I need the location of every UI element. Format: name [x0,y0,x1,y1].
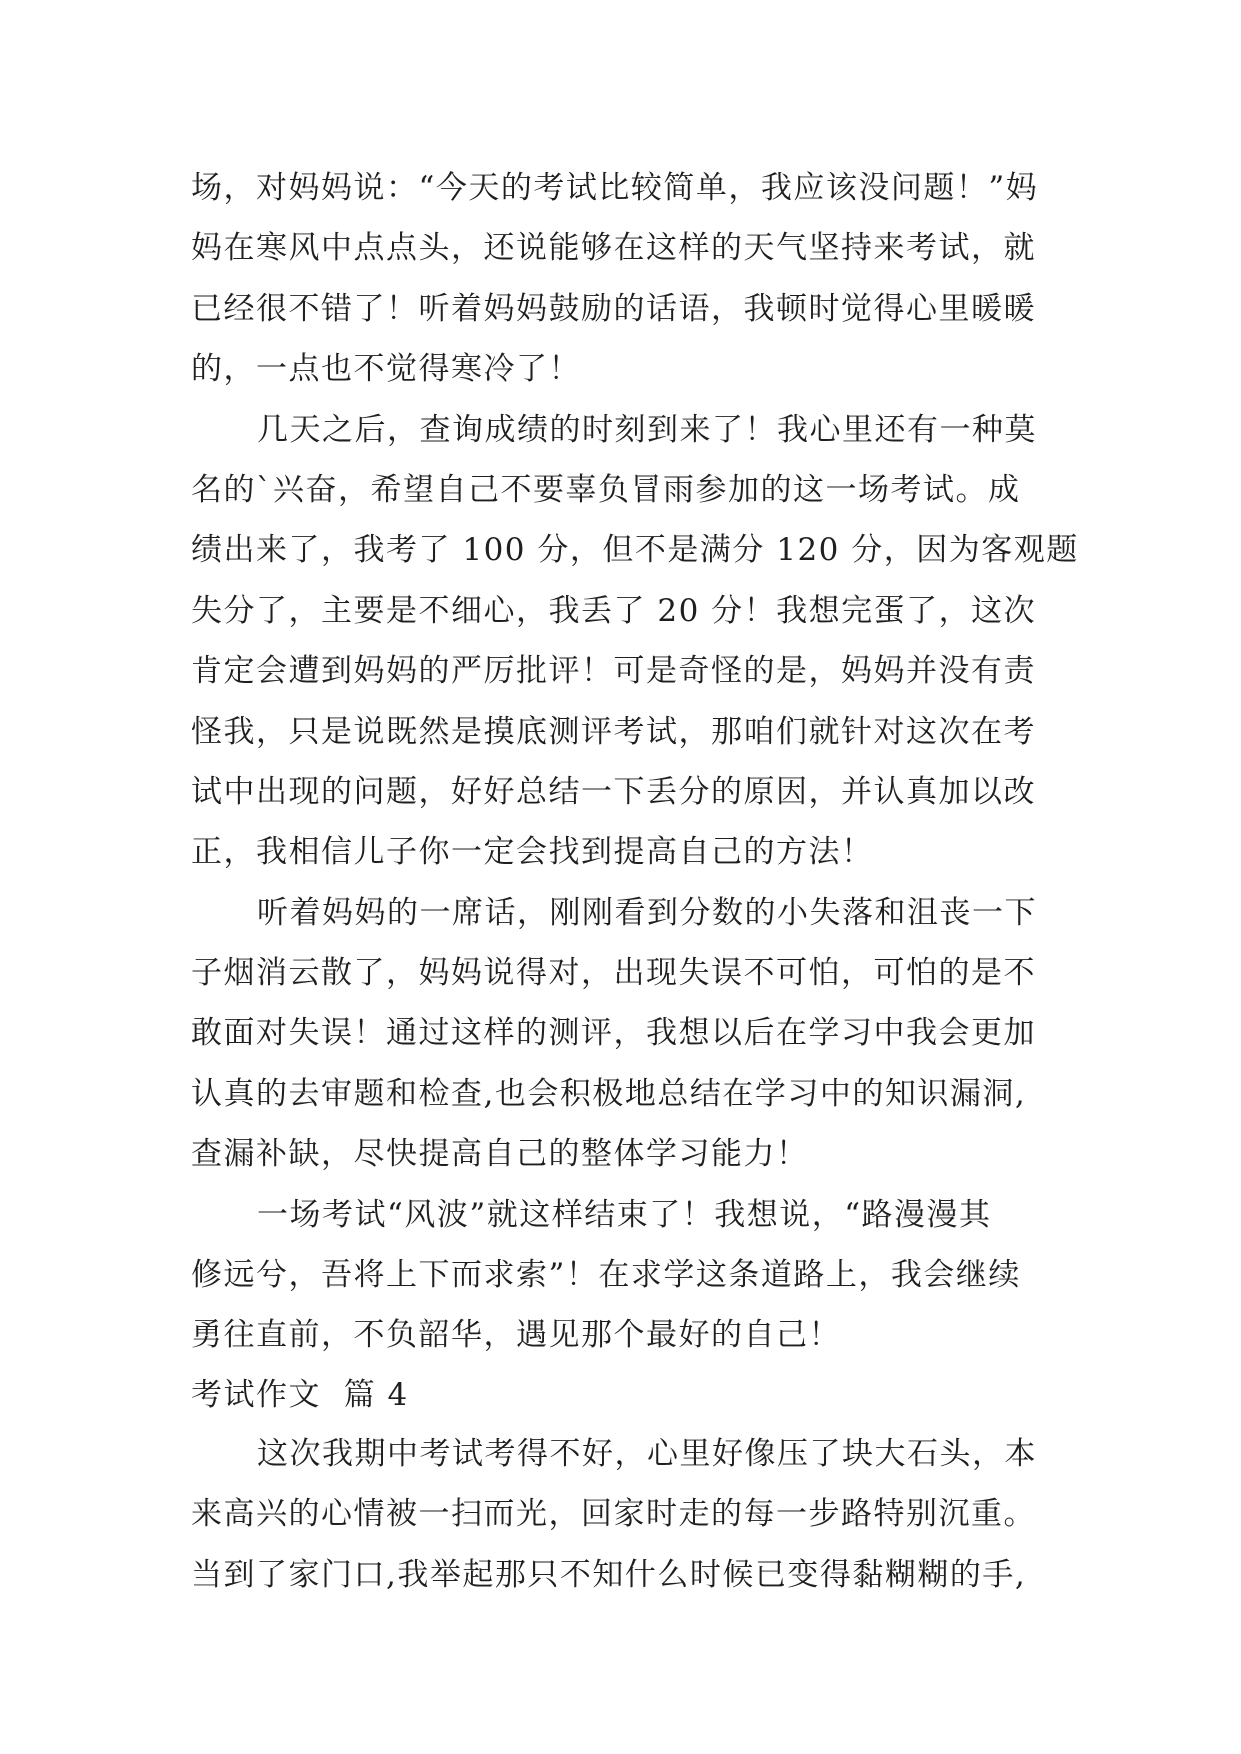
text-line: 肯定会遭到妈妈的严厉批评！可是奇怪的是，妈妈并没有责 [191,653,1036,690]
text-line: 几天之后，查询成绩的时刻到来了！我心里还有一种莫 [257,411,1037,448]
text-line: 敢面对失误！通过这样的测评，我想以后在学习中我会更加 [191,1015,1036,1052]
paragraph-conclusion [191,1185,1071,1366]
text-line: 妈在寒风中点点头，还说能够在这样的天气坚持来考试，就 [191,230,1036,267]
text-line: 试中出现的问题，好好总结一下丢分的原因，并认真加以改 [191,773,1036,810]
text-line: 子烟消云散了，妈妈说得对，出现失误不可怕，可怕的是不 [191,955,1036,992]
essay-body [191,158,1079,1605]
text-line: 这次我期中考试考得不好，心里好像压了块大石头，本 [257,1435,1037,1472]
paragraph-essay-4 [191,1424,1071,1605]
text-line: 场，对妈妈说：“今天的考试比较简单，我应该没问题！”妈 [191,170,1039,206]
section-heading: 考试作文 篇 4 [191,1376,409,1413]
text-line: 来高兴的心情被一扫而光，回家时走的每一步路特别沉重。 [191,1496,1036,1533]
paragraph-results [191,400,1079,883]
text-line: 一场考试“风波”就这样结束了！我想说，“路漫漫其 [257,1196,992,1233]
text-line: 认真的去审题和检查,也会积极地总结在学习中的知识漏洞, [191,1075,1027,1112]
text-line: 名的`兴奋，希望自己不要辜负冒雨参加的这一场考试。成 [191,471,1021,508]
text-line: 听着妈妈的一席话，刚刚看到分数的小失落和沮丧一下 [257,894,1037,931]
text-line: 失分了，主要是不细心，我丢了 20 分！我想完蛋了，这次 [191,592,1037,629]
text-line: 修远兮，吾将上下而求索”！在求学这条道路上，我会继续 [191,1257,1021,1294]
text-line: 的，一点也不觉得寒冷了！ [191,351,581,388]
text-line: 正，我相信儿子你一定会找到提高自己的方法！ [191,834,874,871]
text-line: 查漏补缺，尽快提高自己的整体学习能力！ [191,1136,809,1173]
paragraph-reflection [191,883,1071,1185]
continuation-paragraph [191,158,1071,400]
text-line: 当到了家门口,我举起那只不知什么时候已变得黏糊糊的手, [191,1556,1027,1593]
text-line: 怪我，只是说既然是摸底测评考试，那咱们就针对这次在考 [191,713,1036,750]
text-line: 勇往直前，不负韶华，遇见那个最好的自己！ [191,1317,841,1354]
text-line: 绩出来了，我考了 100 分，但不是满分 120 分，因为客观题 [191,532,1079,569]
text-line: 已经很不错了！听着妈妈鼓励的话语，我顿时觉得心里暖暖 [191,290,1036,327]
